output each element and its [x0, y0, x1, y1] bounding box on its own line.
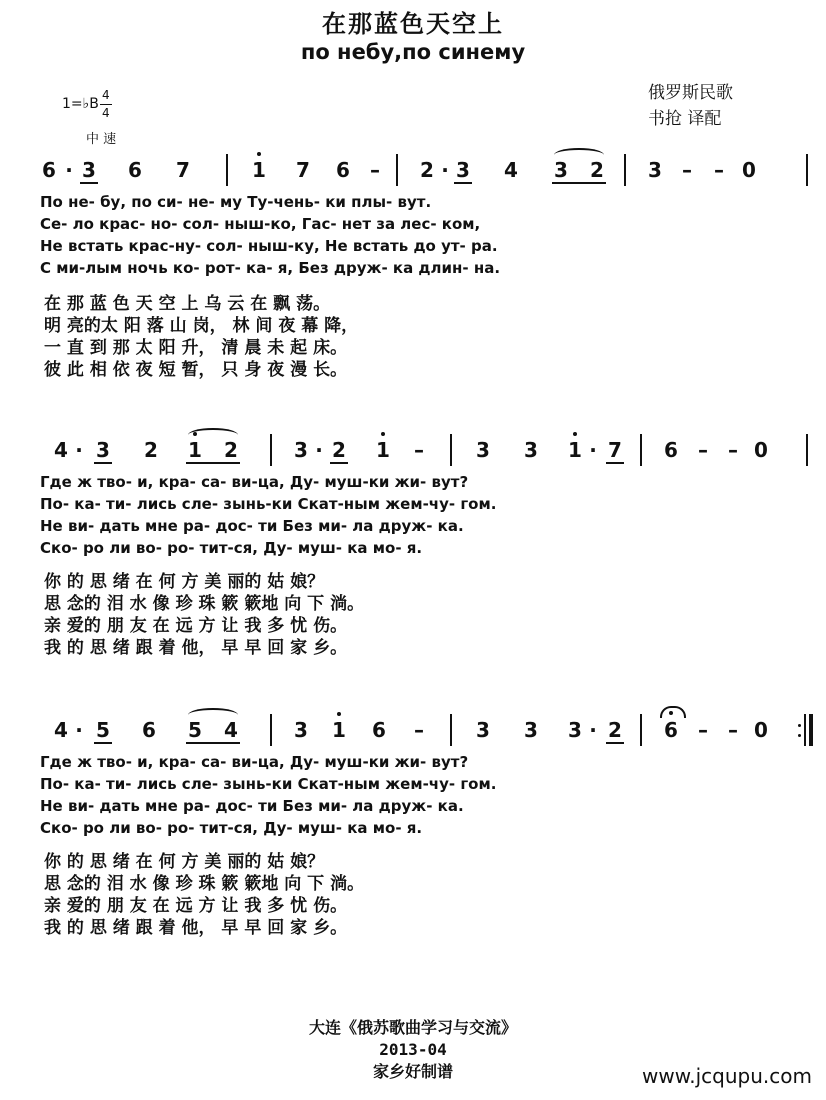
lyric-ru-s3-v1: Где ж тво- и, кра- са- ви-ца, Ду- муш-ки жи- вут? [40, 753, 469, 771]
barline [450, 434, 452, 466]
barline [804, 714, 806, 746]
lyric-ru-s1-v3: Не встать крас-ну- сол- ныш-ку, Не встать до ут- ра. [40, 237, 498, 255]
note: 3 [524, 438, 538, 462]
underline [606, 742, 624, 744]
time-signature-bottom: 4 [102, 106, 110, 120]
note: 3 [524, 718, 538, 742]
dash: – [714, 158, 724, 182]
page-title: 在那蓝色天空上 [322, 9, 504, 38]
note: 4 [224, 718, 238, 742]
final-barline [809, 714, 813, 746]
lyric-ru-s3-v4: Ско- ро ли во- ро- тит-ся, Ду- муш- ка мо- я. [40, 819, 423, 837]
note-dot: · [75, 718, 83, 742]
note: 0 [754, 718, 768, 742]
barline [640, 714, 642, 746]
watermark-url: www.jcqupu.com [642, 1064, 812, 1088]
underline [606, 462, 624, 464]
note: 4 [54, 438, 68, 462]
note: 1 [330, 718, 348, 742]
translator-credit: 书抢 译配 [648, 109, 722, 129]
lyric-cn-s3-v4: 我 的 思 绪 跟 着 他， 早 早 回 家 乡。 [44, 918, 348, 938]
lyric-cn-s1-v1: 在 那 蓝 色 天 空 上 乌 云 在 飘 荡。 [44, 294, 331, 314]
note: 5 [188, 718, 202, 742]
underline [94, 462, 112, 464]
underline [552, 182, 606, 184]
tempo-mark: 中 速 [86, 132, 117, 147]
note: 2 [144, 438, 158, 462]
note: 3 [476, 438, 490, 462]
lyric-ru-s1-v2: Се- ло крас- но- сол- ныш-ко, Гас- нет за лес- ком, [40, 215, 481, 233]
lyric-ru-s2-v1: Где ж тво- и, кра- са- ви-ца, Ду- муш-ки жи- вут? [40, 473, 469, 491]
barline [640, 434, 642, 466]
note-dot: · [589, 438, 597, 462]
note: 6 [664, 438, 678, 462]
tie-arc [188, 708, 238, 722]
lyric-ru-s3-v3: Не ви- дать мне ра- дос- ти Без ми- ла друж- ка. [40, 797, 464, 815]
note: 6 [336, 158, 350, 182]
note: 3 [456, 158, 470, 182]
fermata-dot [669, 711, 673, 715]
lyric-cn-s1-v2: 明 亮的太 阳 落 山 岗， 林 间 夜 幕 降， [44, 316, 359, 336]
dash: – [698, 718, 708, 742]
dash: – [414, 718, 424, 742]
note: 0 [742, 158, 756, 182]
note-dot: · [315, 438, 323, 462]
lyric-ru-s2-v2: По- ка- ти- лись сле- зынь-ки Скат-ным жем-чу- гом. [40, 495, 497, 513]
barline [450, 714, 452, 746]
lyric-ru-s1-v4: С ми-лым ночь ко- рот- ка- я, Без друж- ка длин- на. [40, 259, 501, 277]
note: 6 [128, 158, 142, 182]
dash: – [414, 438, 424, 462]
dash: – [682, 158, 692, 182]
note: 1 [186, 438, 204, 462]
note: 2 [332, 438, 346, 462]
note: 3 [294, 438, 308, 462]
lyric-cn-s3-v2: 思 念的 泪 水 像 珍 珠 簌 簌地 向 下 淌。 [44, 874, 365, 894]
time-signature-top: 4 [102, 88, 110, 102]
underline [454, 182, 472, 184]
note: 2 [224, 438, 238, 462]
footer-source: 大连《俄苏歌曲学习与交流》 [308, 1018, 517, 1037]
note: 1 [374, 438, 392, 462]
tie-arc [188, 428, 238, 442]
barline [270, 434, 272, 466]
lyric-ru-s2-v3: Не ви- дать мне ра- дос- ти Без ми- ла друж- ка. [40, 517, 464, 535]
lyric-cn-s2-v2: 思 念的 泪 水 像 珍 珠 簌 簌地 向 下 淌。 [44, 594, 365, 614]
note-dot: · [75, 438, 83, 462]
note-dot: · [65, 158, 73, 182]
barline [806, 154, 808, 186]
underline [330, 462, 348, 464]
note: 7 [176, 158, 190, 182]
note: 6 [142, 718, 156, 742]
note: 1 [250, 158, 268, 182]
note: 3 [294, 718, 308, 742]
note: 2 [608, 718, 622, 742]
dash: – [698, 438, 708, 462]
note: 2 [590, 158, 604, 182]
lyric-cn-s3-v3: 亲 爱的 朋 友 在 远 方 让 我 多 忧 伤。 [44, 896, 348, 916]
note: 3 [82, 158, 96, 182]
barline [806, 434, 808, 466]
dash: – [370, 158, 380, 182]
note: 1 [566, 438, 584, 462]
fermata-icon [660, 706, 686, 718]
barline [624, 154, 626, 186]
footer-maker: 家乡好制谱 [372, 1062, 453, 1081]
note: 7 [608, 438, 622, 462]
underline [186, 462, 240, 464]
note: 3 [476, 718, 490, 742]
key-signature: 1=♭B [62, 96, 99, 112]
barline [396, 154, 398, 186]
lyric-cn-s1-v4: 彼 此 相 依 夜 短 暂， 只 身 夜 漫 长。 [44, 360, 348, 380]
note: 6 [42, 158, 56, 182]
note: 3 [96, 438, 110, 462]
note: 5 [96, 718, 110, 742]
note: 6 [664, 718, 678, 742]
note: 4 [54, 718, 68, 742]
origin-credit: 俄罗斯民歌 [648, 83, 733, 103]
lyric-cn-s1-v3: 一 直 到 那 太 阳 升， 清 晨 未 起 床。 [44, 338, 348, 358]
note: 3 [648, 158, 662, 182]
note: 0 [754, 438, 768, 462]
lyric-ru-s2-v4: Ско- ро ли во- ро- тит-ся, Ду- муш- ка мо- я. [40, 539, 423, 557]
note-dot: · [441, 158, 449, 182]
staff-system-2 [40, 438, 820, 468]
staff-system-3 [40, 718, 820, 748]
underline [80, 182, 98, 184]
barline [226, 154, 228, 186]
repeat-dot [798, 724, 801, 727]
page-subtitle: по небу,по синему [300, 40, 526, 64]
lyric-cn-s2-v1: 你 的 思 绪 在 何 方 美 丽的 姑 娘？ [44, 572, 325, 592]
lyric-cn-s2-v3: 亲 爱的 朋 友 在 远 方 让 我 多 忧 伤。 [44, 616, 348, 636]
note: 4 [504, 158, 518, 182]
staff-system-1 [40, 158, 820, 188]
barline [270, 714, 272, 746]
dash: – [728, 438, 738, 462]
note: 7 [296, 158, 310, 182]
note: 3 [554, 158, 568, 182]
note-dot: · [589, 718, 597, 742]
note: 3 [568, 718, 582, 742]
tie-arc [554, 148, 604, 162]
note: 2 [420, 158, 434, 182]
underline [94, 742, 112, 744]
time-signature-rule [100, 104, 112, 105]
lyric-ru-s1-v1: По не- бу, по си- не- му Ту-чень- ки плы- вут. [40, 193, 432, 211]
note: 6 [372, 718, 386, 742]
lyric-ru-s3-v2: По- ка- ти- лись сле- зынь-ки Скат-ным жем-чу- гом. [40, 775, 497, 793]
underline [186, 742, 240, 744]
footer-date: 2013-04 [379, 1040, 447, 1059]
lyric-cn-s3-v1: 你 的 思 绪 在 何 方 美 丽的 姑 娘？ [44, 852, 325, 872]
lyric-cn-s2-v4: 我 的 思 绪 跟 着 他， 早 早 回 家 乡。 [44, 638, 348, 658]
repeat-dot [798, 734, 801, 737]
dash: – [728, 718, 738, 742]
